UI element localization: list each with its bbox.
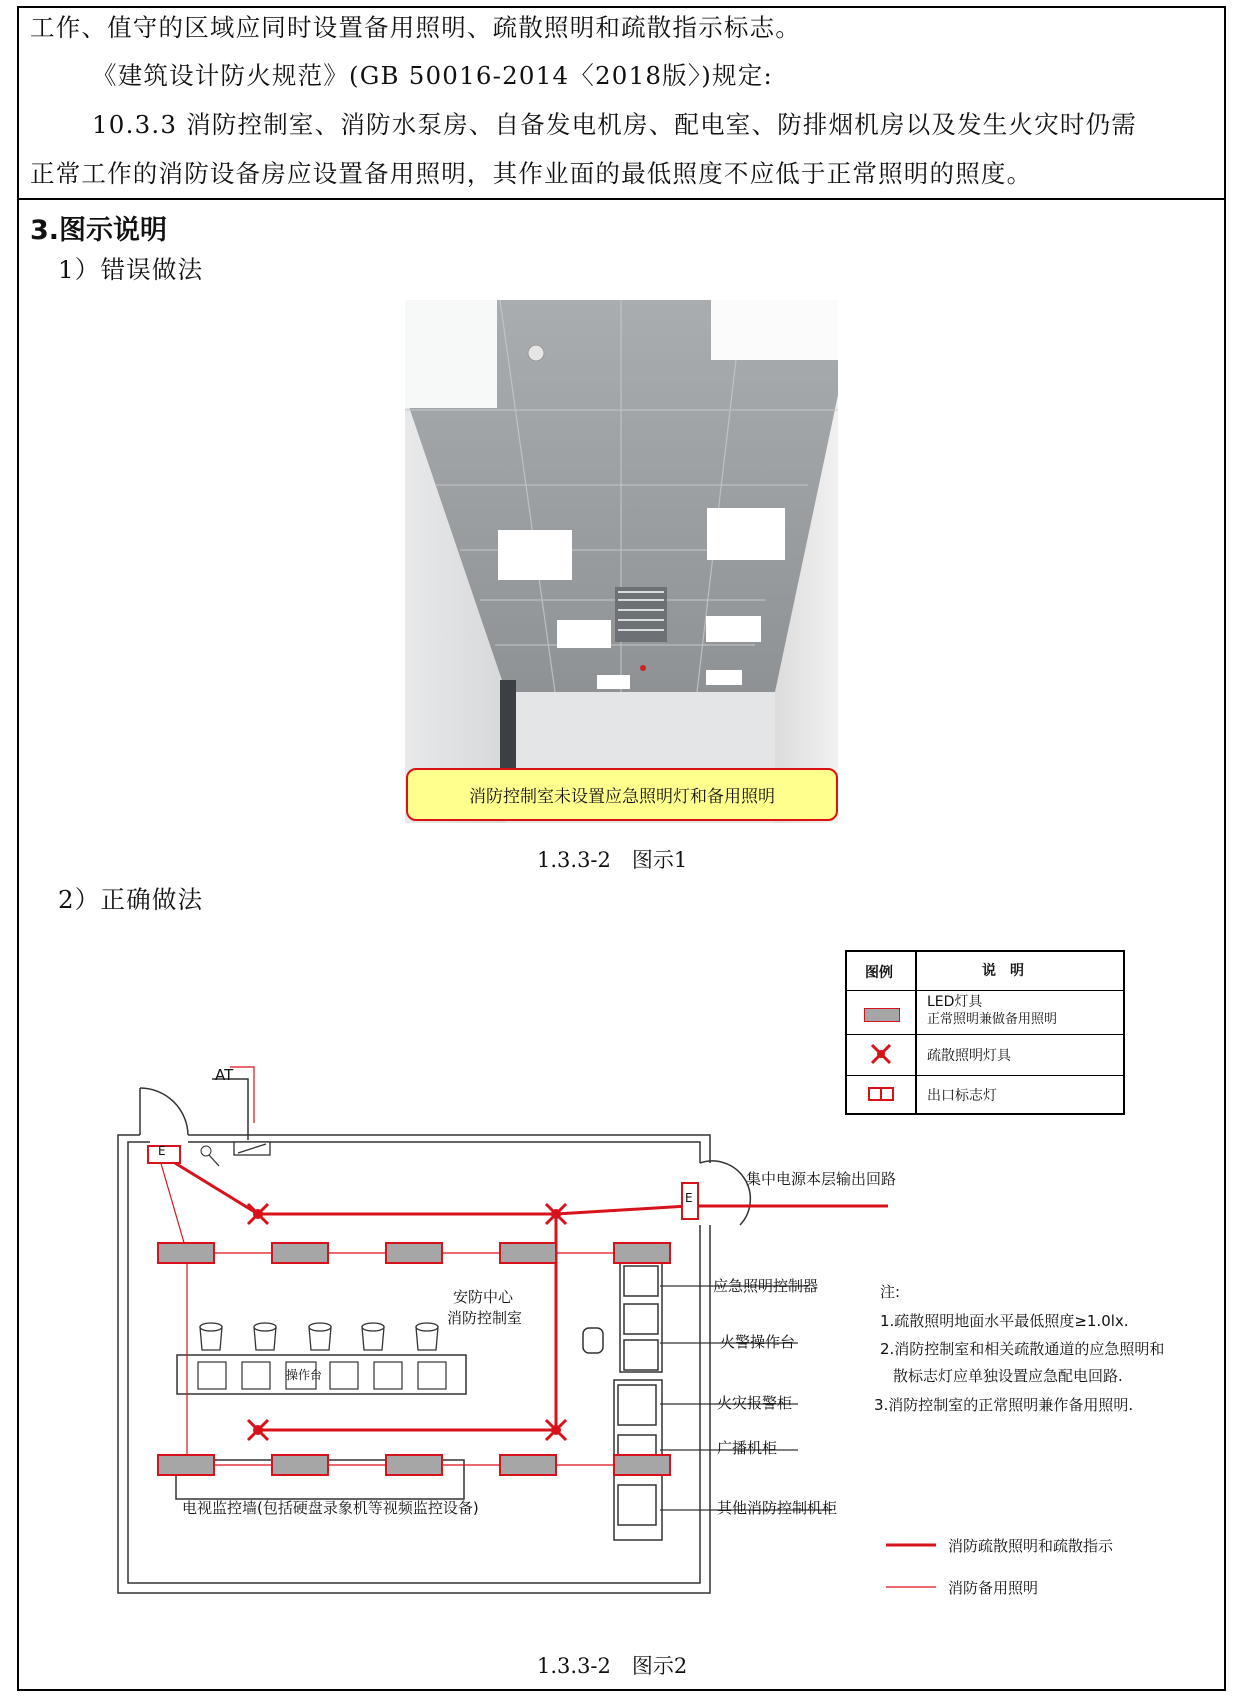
right-heading: 2）正确做法 — [58, 885, 204, 914]
caption-2: 1.3.3-2 图示2 — [537, 1654, 688, 1678]
equip-label-5: 其他消防控制机柜 — [717, 1499, 838, 1517]
wrong-heading: 1）错误做法 — [58, 255, 204, 284]
exit-sign-e-right: E — [685, 1191, 693, 1205]
photo-callout: 消防控制室未设置应急照明灯和备用照明 — [406, 768, 838, 821]
note-2: 2.消防控制室和相关疏散通道的应急照明和 — [880, 1340, 1165, 1358]
equip-label-2: 火警操作台 — [720, 1333, 796, 1351]
legend-led-line1: LED灯具 — [927, 994, 983, 1010]
note-1: 1.疏散照明地面水平最低照度≥1.0lx. — [880, 1312, 1129, 1330]
room-name-line2: 消防控制室 — [447, 1309, 523, 1327]
desk-label: 操作台 — [286, 1368, 323, 1382]
paragraph-line-4: 正常工作的消防设备房应设置备用照明，其作业面的最低照度不应低于正常照明的照度。 — [30, 159, 1033, 188]
equip-label-1: 应急照明控制器 — [713, 1277, 819, 1295]
note-title: 注: — [880, 1283, 901, 1301]
paragraph-line-2: 《建筑设计防火规范》(GB 50016-2014〈2018版〉)规定: — [92, 61, 773, 90]
equip-label-4: 广播机柜 — [717, 1439, 778, 1457]
line-legend-thin: 消防备用照明 — [948, 1579, 1039, 1597]
note-2-cont: 散标志灯应单独设置应急配电回路. — [893, 1367, 1123, 1385]
equip-label-3: 火灾报警柜 — [717, 1394, 793, 1412]
at-label: AT — [215, 1066, 234, 1084]
exit-sign-e-left: E — [158, 1144, 166, 1158]
room-name-line1: 安防中心 — [453, 1288, 514, 1306]
legend-header-symbol: 图例 — [865, 965, 893, 981]
caption-1: 1.3.3-2 图示1 — [537, 848, 688, 872]
power-circuit-label: 集中电源本层输出回路 — [746, 1170, 897, 1188]
legend-exit: 出口标志灯 — [927, 1088, 997, 1104]
legend-evac: 疏散照明灯具 — [927, 1048, 1011, 1064]
tv-wall-label: 电视监控墙(包括硬盘录象机等视频监控设备) — [182, 1499, 479, 1517]
paragraph-line-3: 10.3.3 消防控制室、消防水泵房、自备发电机房、配电室、防排烟机房以及发生火灾时仍需 — [92, 110, 1138, 139]
legend-led-line2: 正常照明兼做备用照明 — [927, 1012, 1058, 1027]
paragraph-line-1: 工作、值守的区域应同时设置备用照明、疏散照明和疏散指示标志。 — [30, 13, 801, 42]
line-legend-thick: 消防疏散照明和疏散指示 — [948, 1537, 1114, 1555]
section-title: 3.图示说明 — [30, 215, 168, 246]
note-3: 3.消防控制室的正常照明兼作备用照明. — [874, 1396, 1134, 1414]
legend-header-desc: 说 明 — [982, 963, 1024, 979]
